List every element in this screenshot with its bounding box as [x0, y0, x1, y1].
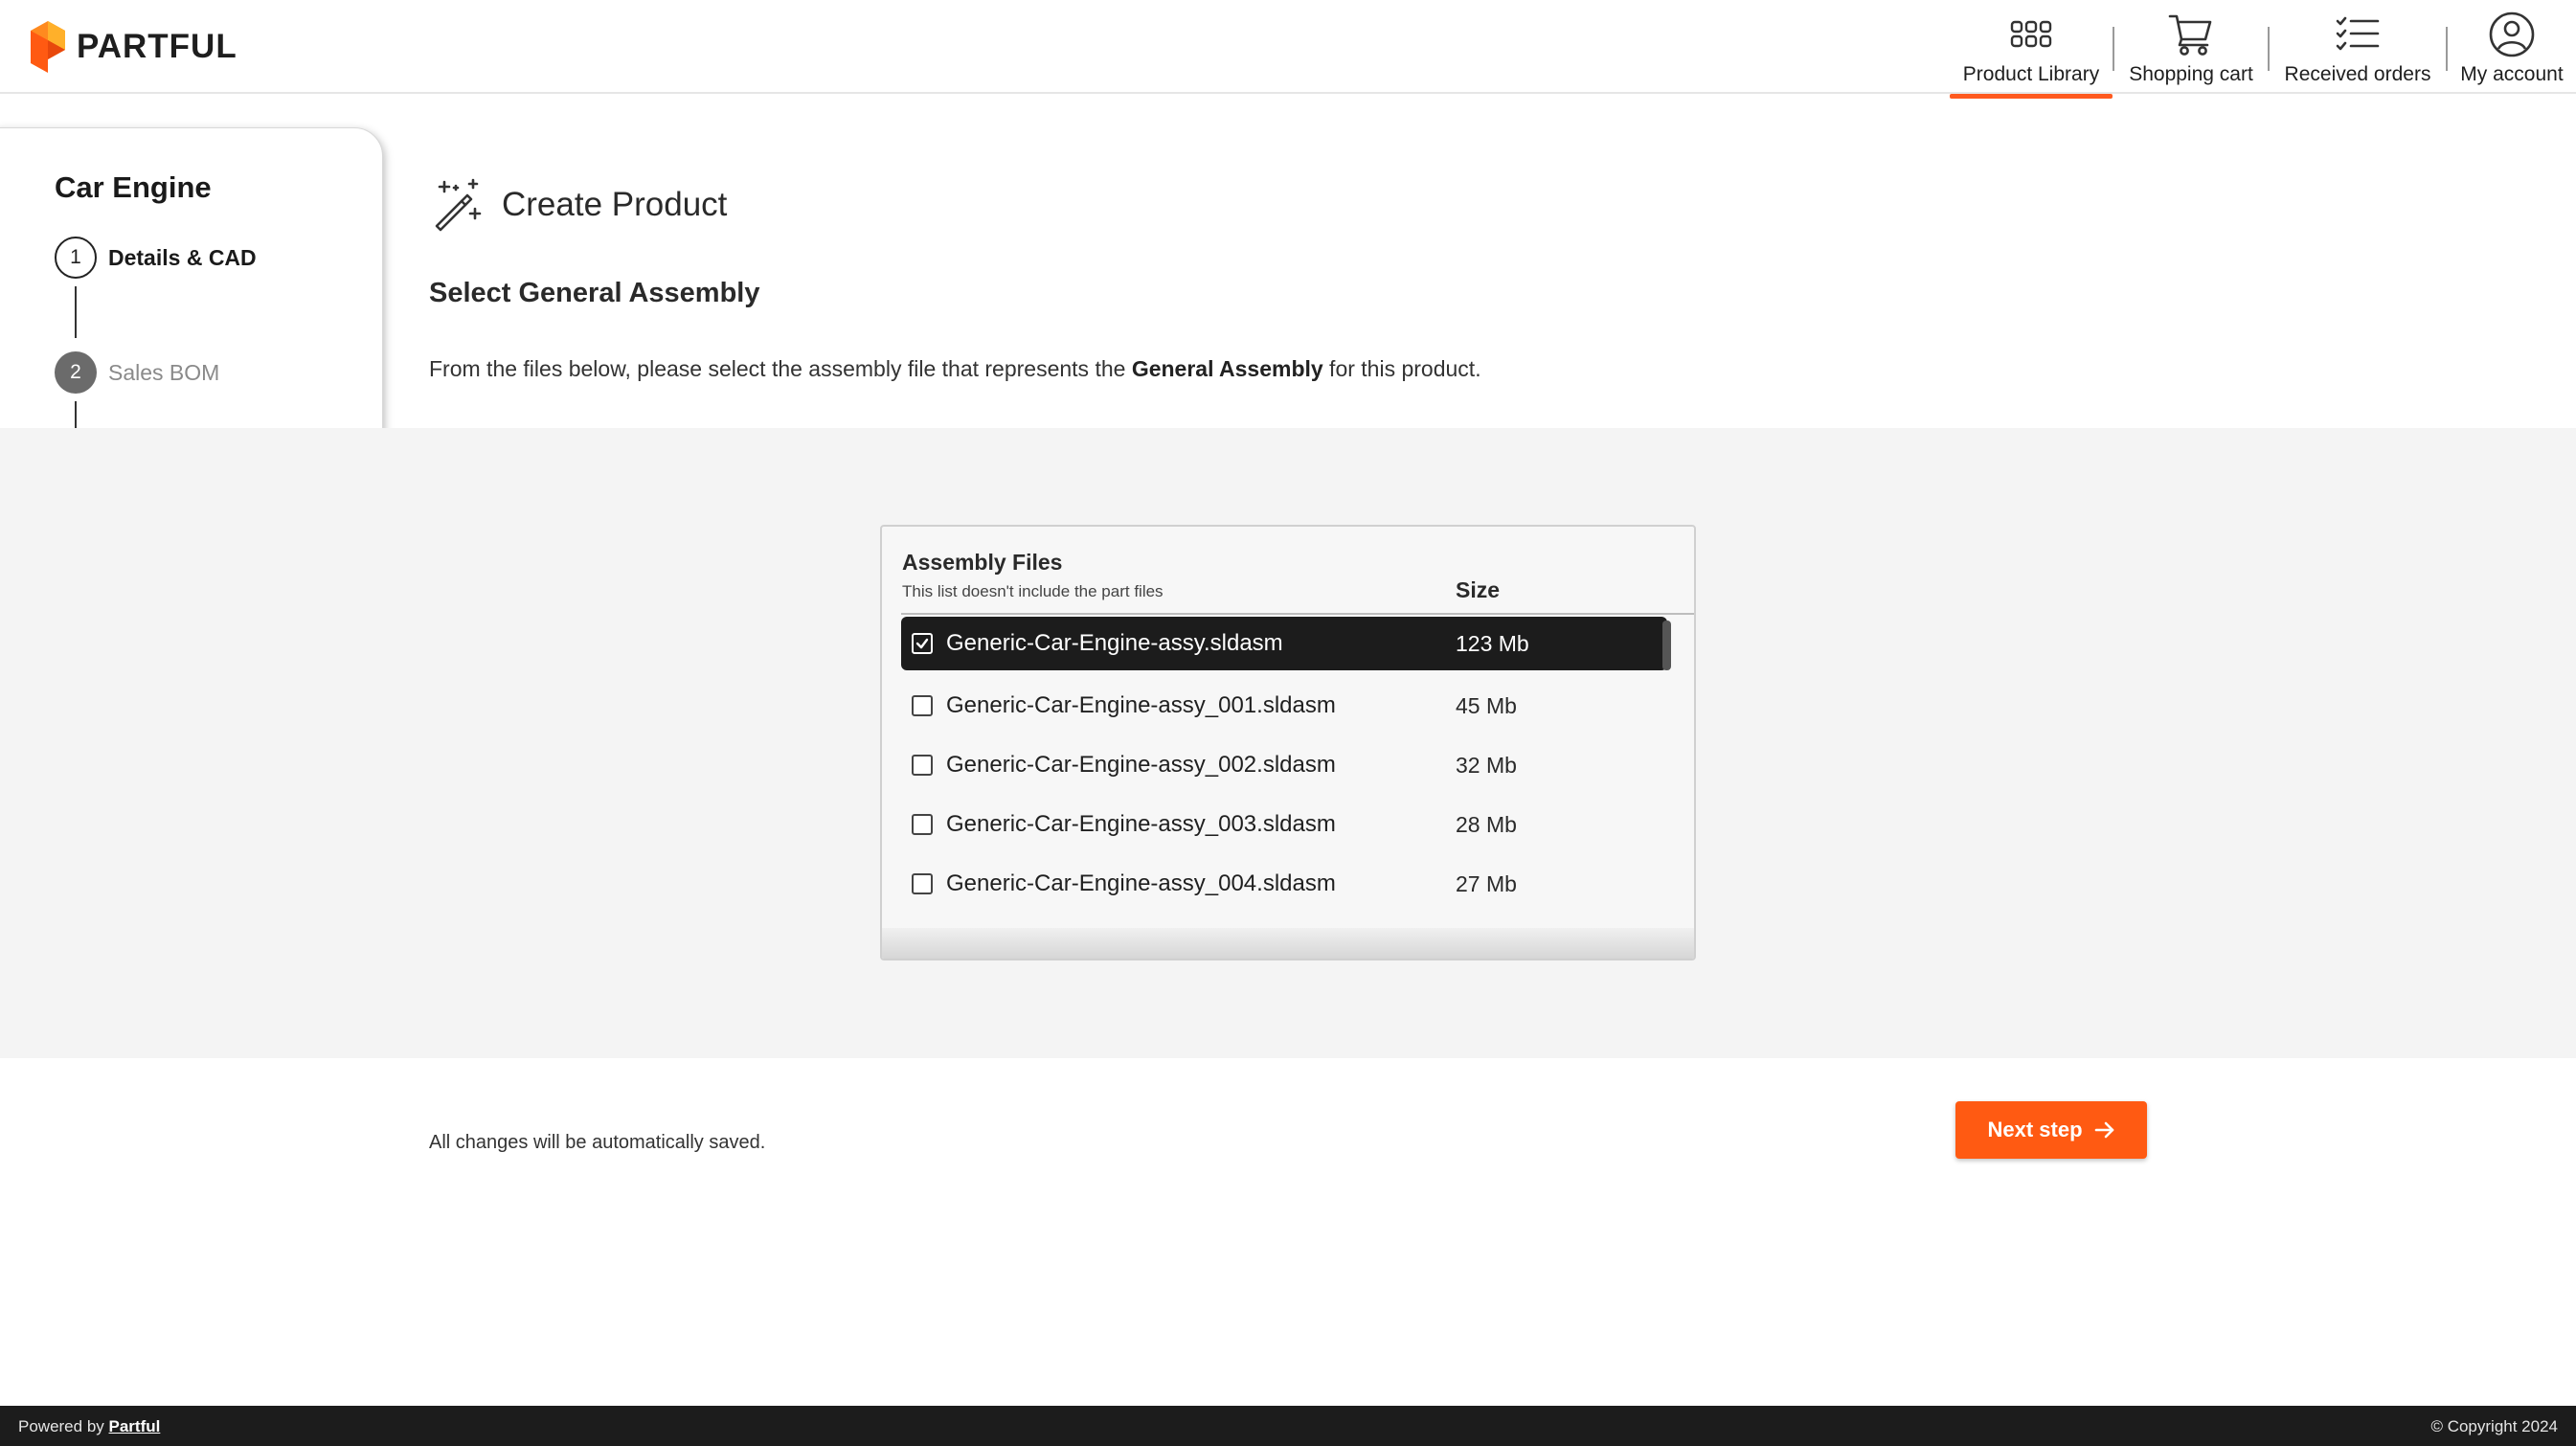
step-label: Details & CAD	[108, 244, 257, 270]
step-number: 2	[55, 351, 97, 394]
nav-my-account[interactable]	[2448, 0, 2576, 96]
scrollbar-thumb[interactable]	[1662, 621, 1671, 670]
step-sales-bom[interactable]	[55, 351, 219, 394]
product-name: Car Engine	[55, 170, 212, 204]
cart-icon	[2167, 10, 2215, 59]
page-header	[431, 178, 727, 232]
file-row[interactable]	[901, 676, 1667, 735]
top-header	[0, 0, 2576, 94]
page-footer	[0, 1406, 2576, 1446]
header-divider	[901, 613, 1696, 615]
file-size: 27 Mb	[1456, 870, 1517, 896]
file-size: 28 Mb	[1456, 811, 1517, 837]
step-number: 1	[55, 237, 97, 279]
file-checkbox[interactable]	[912, 695, 933, 716]
file-row[interactable]	[901, 735, 1667, 795]
file-size: 123 Mb	[1456, 630, 1529, 656]
instructions-text	[429, 356, 1481, 382]
file-size: 32 Mb	[1456, 752, 1517, 778]
nav-label-product-library: Product Library	[1962, 63, 2100, 85]
powered-by-text: Powered by	[18, 1417, 104, 1435]
partful-link[interactable]: Partful	[108, 1417, 161, 1435]
brand-name: PARTFUL	[77, 28, 237, 65]
file-checkbox[interactable]	[912, 755, 933, 776]
file-checkbox[interactable]	[912, 814, 933, 835]
page-title: Create Product	[502, 186, 728, 223]
checklist-icon	[2336, 10, 2380, 59]
partful-logo[interactable]	[31, 21, 237, 73]
files-list-subtitle: This list doesn't include the part files	[902, 582, 1164, 600]
next-step-label: Next step	[1987, 1118, 2083, 1141]
instructions-emphasis: General Assembly	[1131, 356, 1323, 381]
section-title: Select General Assembly	[429, 278, 760, 308]
next-step-button[interactable]	[1955, 1101, 2147, 1159]
nav-label-my-account: My account	[2460, 63, 2564, 85]
assembly-files-list	[880, 525, 1696, 960]
file-row[interactable]	[901, 617, 1667, 670]
nav-shopping-cart[interactable]	[2114, 0, 2268, 96]
magic-wand-icon	[431, 178, 485, 232]
main-nav	[1950, 0, 2576, 96]
copyright: © Copyright 2024	[2430, 1417, 2558, 1435]
nav-received-orders[interactable]	[2270, 0, 2446, 96]
nav-product-library[interactable]	[1950, 0, 2113, 96]
file-row[interactable]	[901, 795, 1667, 854]
step-details-cad[interactable]	[55, 237, 257, 279]
instructions-part: for this product.	[1322, 356, 1481, 381]
file-checkbox[interactable]	[912, 633, 933, 654]
checkmark-icon	[915, 636, 930, 651]
file-row[interactable]	[901, 854, 1667, 914]
nav-label-shopping-cart: Shopping cart	[2129, 63, 2253, 85]
file-checkbox[interactable]	[912, 873, 933, 894]
size-column-header: Size	[1456, 577, 1501, 602]
nav-label-received-orders: Received orders	[2284, 63, 2431, 85]
autosave-note: All changes will be automatically saved.	[429, 1132, 766, 1153]
files-list-title: Assembly Files	[902, 550, 1063, 575]
file-name: Generic-Car-Engine-assy_001.sldasm	[946, 692, 1336, 718]
grid-icon	[2010, 10, 2052, 59]
file-rows	[901, 617, 1667, 914]
arrow-right-icon	[2094, 1120, 2115, 1140]
list-bottom-fade	[882, 928, 1694, 959]
step-label: Sales BOM	[108, 359, 220, 385]
partful-logo-icon	[31, 21, 65, 73]
file-name: Generic-Car-Engine-assy_004.sldasm	[946, 870, 1336, 896]
step-connector	[75, 286, 77, 338]
file-name: Generic-Car-Engine-assy.sldasm	[946, 630, 1283, 656]
powered-by	[18, 1417, 160, 1436]
file-name: Generic-Car-Engine-assy_002.sldasm	[946, 752, 1336, 778]
instructions-part: From the files below, please select the assembly file that represents the	[429, 356, 1132, 381]
file-size: 45 Mb	[1456, 692, 1517, 718]
user-circle-icon	[2488, 10, 2536, 59]
file-name: Generic-Car-Engine-assy_003.sldasm	[946, 811, 1336, 837]
